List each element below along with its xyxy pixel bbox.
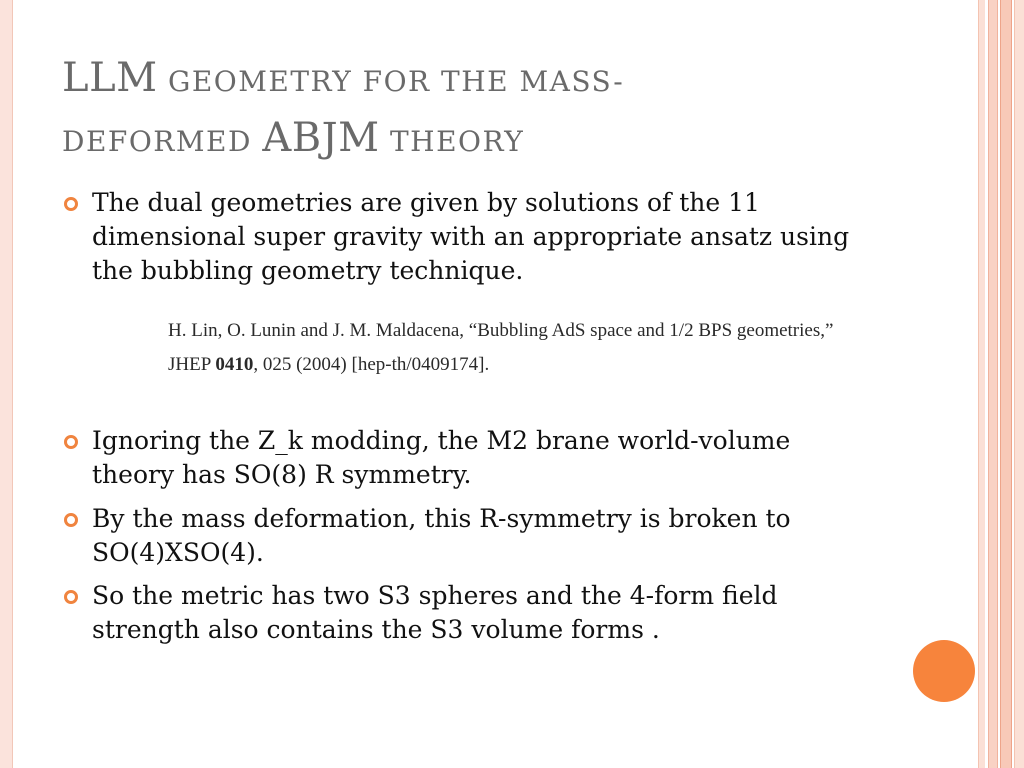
citation-line-2 [168, 348, 968, 382]
citation-reference [168, 314, 968, 382]
slide-title-line-1 [62, 52, 942, 112]
bullet-text: By the mass deformation, this R-symmetry is broken to SO(4)XSO(4). [92, 504, 791, 567]
title-word-llm: LLM [62, 55, 158, 101]
frame-stripe [978, 0, 985, 768]
citation-text: JHEP [168, 354, 216, 375]
ring-bullet-icon [64, 513, 78, 527]
bullet-text: Ignoring the Z_k modding, the M2 brane world-volume theory has SO(8) R symmetry. [92, 426, 791, 489]
title-text: THEORY [379, 125, 525, 158]
frame-stripe [988, 0, 998, 768]
right-frame-border [978, 0, 1024, 768]
title-text: DEFORMED [62, 125, 263, 158]
title-text: GEOMETRY FOR THE MASS- [157, 65, 625, 98]
decorative-orange-circle [913, 640, 975, 702]
bullet-text: So the metric has two S3 spheres and the 4-form field strength also contains the S3 volume forms . [92, 581, 778, 644]
left-frame-border [0, 0, 13, 768]
citation-line-1: H. Lin, O. Lunin and J. M. Maldacena, “Bubbling AdS space and 1/2 BPS geometries,” [168, 320, 834, 341]
citation-volume: 0410 [215, 354, 254, 375]
citation-text: , 025 (2004) [hep-th/0409174]. [253, 354, 490, 375]
slide-title [62, 52, 942, 172]
bullet-text: The dual geometries are given by solutions of the 11 dimensional super gravity with an appropriate ansatz using the bubbling geometry technique. [92, 188, 850, 285]
frame-stripe [1014, 0, 1024, 768]
ring-bullet-icon [64, 197, 78, 211]
ring-bullet-icon [64, 590, 78, 604]
ring-bullet-icon [64, 435, 78, 449]
frame-stripe [1000, 0, 1012, 768]
title-word-abjm: ABJM [262, 115, 380, 161]
slide-title-line-2 [62, 112, 942, 172]
